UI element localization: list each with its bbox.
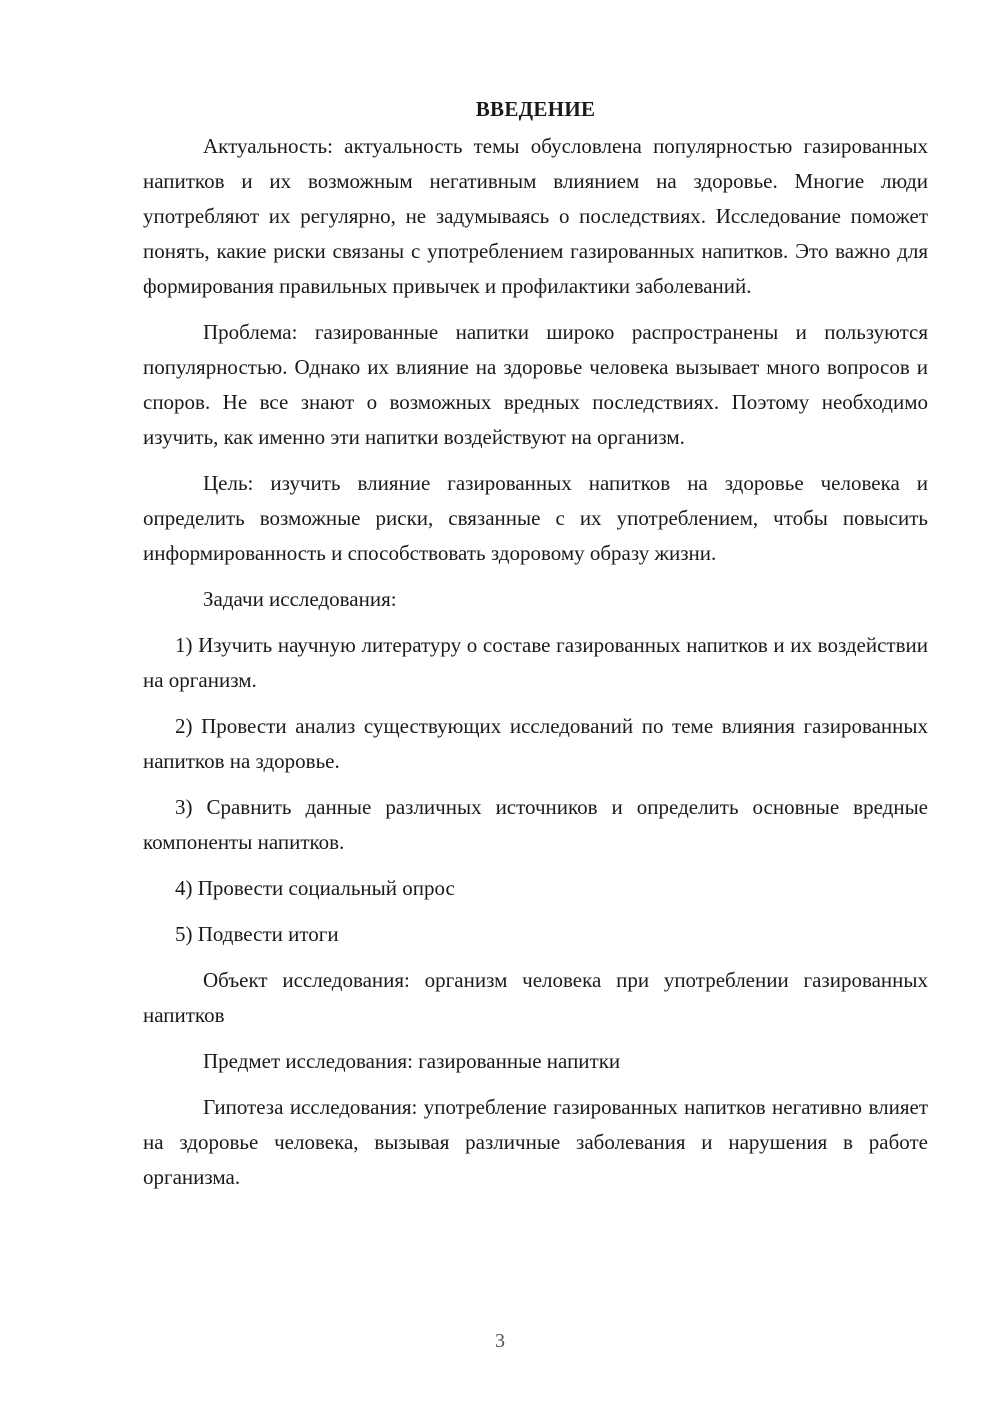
page-number: 3 bbox=[495, 1330, 505, 1352]
research-subject-paragraph: Предмет исследования: газированные напитки bbox=[203, 1049, 621, 1073]
relevance-paragraph: Актуальность: актуальность темы обусловлена популярностью газированных напитков и их возможным негативным влиянием на здоровье. Многие люди употребляют их регулярно, не задумываясь о последствиях. Исследование поможет понять, какие риски связаны с употреблением газированных напитков. Это важно для формирования правильных привычек и профилактики заболеваний. bbox=[143, 134, 928, 298]
goal-paragraph: Цель: изучить влияние газированных напитков на здоровье человека и определить возможные риски, связанные с их употреблением, чтобы повысить информированность и способствовать здоровому образу жизни. bbox=[143, 471, 928, 565]
task-item-1: 1) Изучить научную литературу о составе газированных напитков и их воздействии на организм. bbox=[143, 633, 928, 692]
task-item-4: 4) Провести социальный опрос bbox=[175, 876, 455, 900]
task-item-3: 3) Сравнить данные различных источников и определить основные вредные компоненты напитков. bbox=[143, 795, 928, 854]
problem-paragraph: Проблема: газированные напитки широко распространены и пользуются популярностью. Однако их влияние на здоровье человека вызывает много вопросов и споров. Не все знают о возможных вредных последствиях. Поэтому необходимо изучить, как именно эти напитки воздействуют на организм. bbox=[143, 320, 928, 449]
research-object-paragraph: Объект исследования: организм человека при употреблении газированных напитков bbox=[143, 968, 928, 1027]
document-title: ВВЕДЕНИЕ bbox=[475, 97, 596, 121]
task-item-2: 2) Провести анализ существующих исследований по теме влияния газированных напитков на здоровье. bbox=[143, 714, 928, 773]
hypothesis-paragraph: Гипотеза исследования: употребление газированных напитков негативно влияет на здоровье человека, вызывая различные заболевания и нарушения в работе организма. bbox=[143, 1095, 928, 1189]
tasks-heading: Задачи исследования: bbox=[203, 587, 397, 611]
document-page bbox=[143, 92, 928, 1206]
task-item-5: 5) Подвести итоги bbox=[175, 922, 339, 946]
